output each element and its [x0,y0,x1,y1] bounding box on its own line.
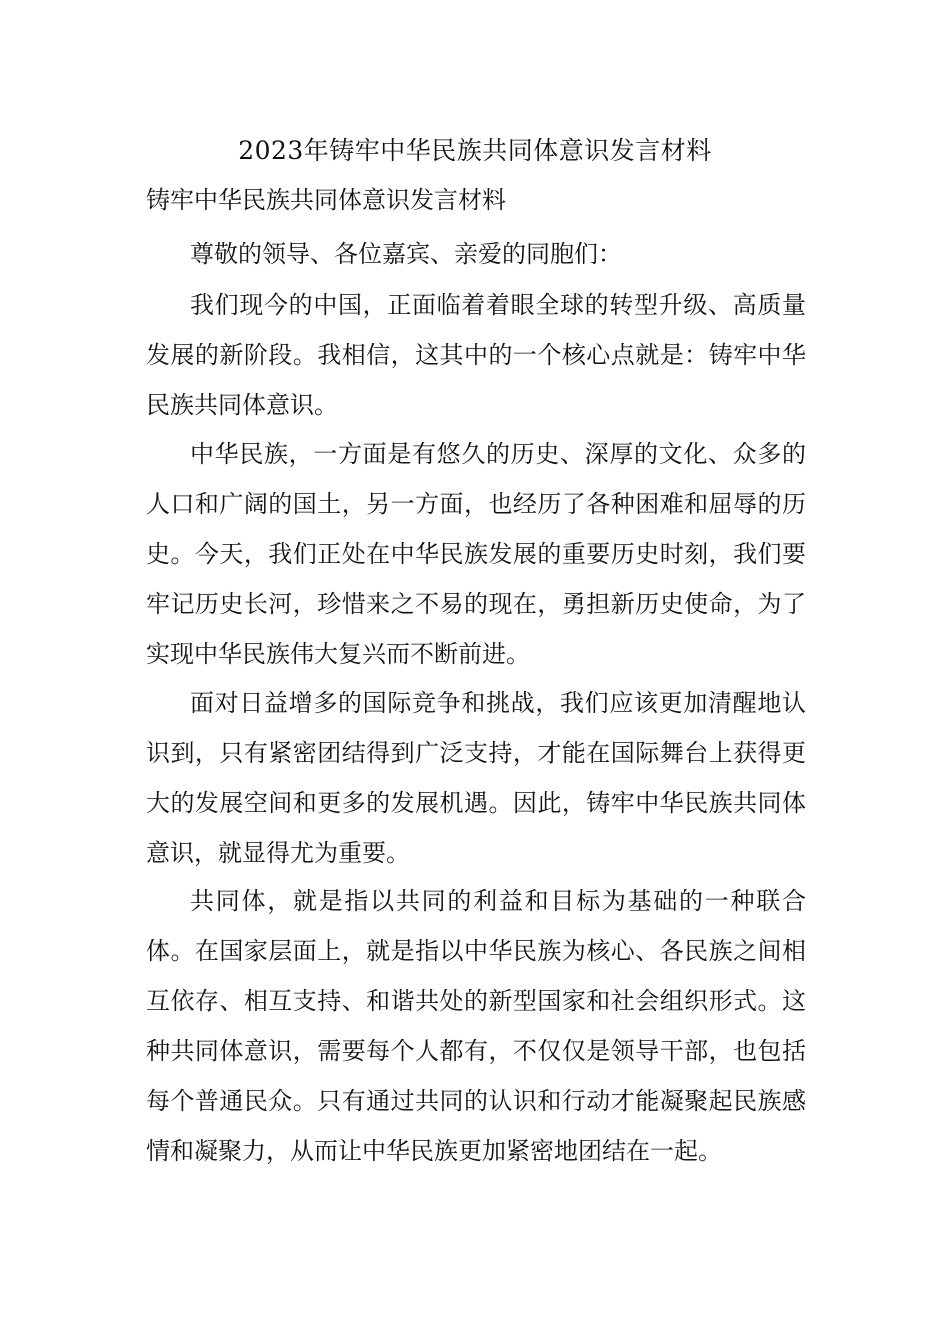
document-subtitle: 铸牢中华民族共同体意识发言材料 [146,186,506,214]
document-title: 2023年铸牢中华民族共同体意识发言材料 [238,136,712,165]
body-paragraph-2: 中华民族，一方面是有悠久的历史、深厚的文化、众多的人口和广阔的国土，另一方面，也经历了各种困难和屈辱的历史。今天，我们正处在中华民族发展的重要历史时刻，我们要牢记历史长河，珍惜来之不易的现在，勇担新历史使命，为了实现中华民族伟大复兴而不断前进。 [146,440,806,668]
body-paragraph-4: 共同体，就是指以共同的利益和目标为基础的一种联合体。在国家层面上，就是指以中华民族为核心、各民族之间相互依存、相互支持、和谐共处的新型国家和社会组织形式。这种共同体意识，需要每个人都有，不仅仅是领导干部，也包括每个普通民众。只有通过共同的认识和行动才能凝聚起民族感情和凝聚力，从而让中华民族更加紧密地团结在一起。 [146,887,806,1165]
body-paragraph-1: 我们现今的中国，正面临着着眼全球的转型升级、高质量发展的新阶段。我相信，这其中的一个核心点就是：铸牢中华民族共同体意识。 [146,291,806,419]
body-paragraph-3: 面对日益增多的国际竞争和挑战，我们应该更加清醒地认识到，只有紧密团结得到广泛支持，才能在国际舞台上获得更大的发展空间和更多的发展机遇。因此，铸牢中华民族共同体意识，就显得尤为重要。 [146,689,806,867]
greeting-paragraph: 尊敬的领导、各位嘉宾、亲爱的同胞们： [190,240,622,268]
